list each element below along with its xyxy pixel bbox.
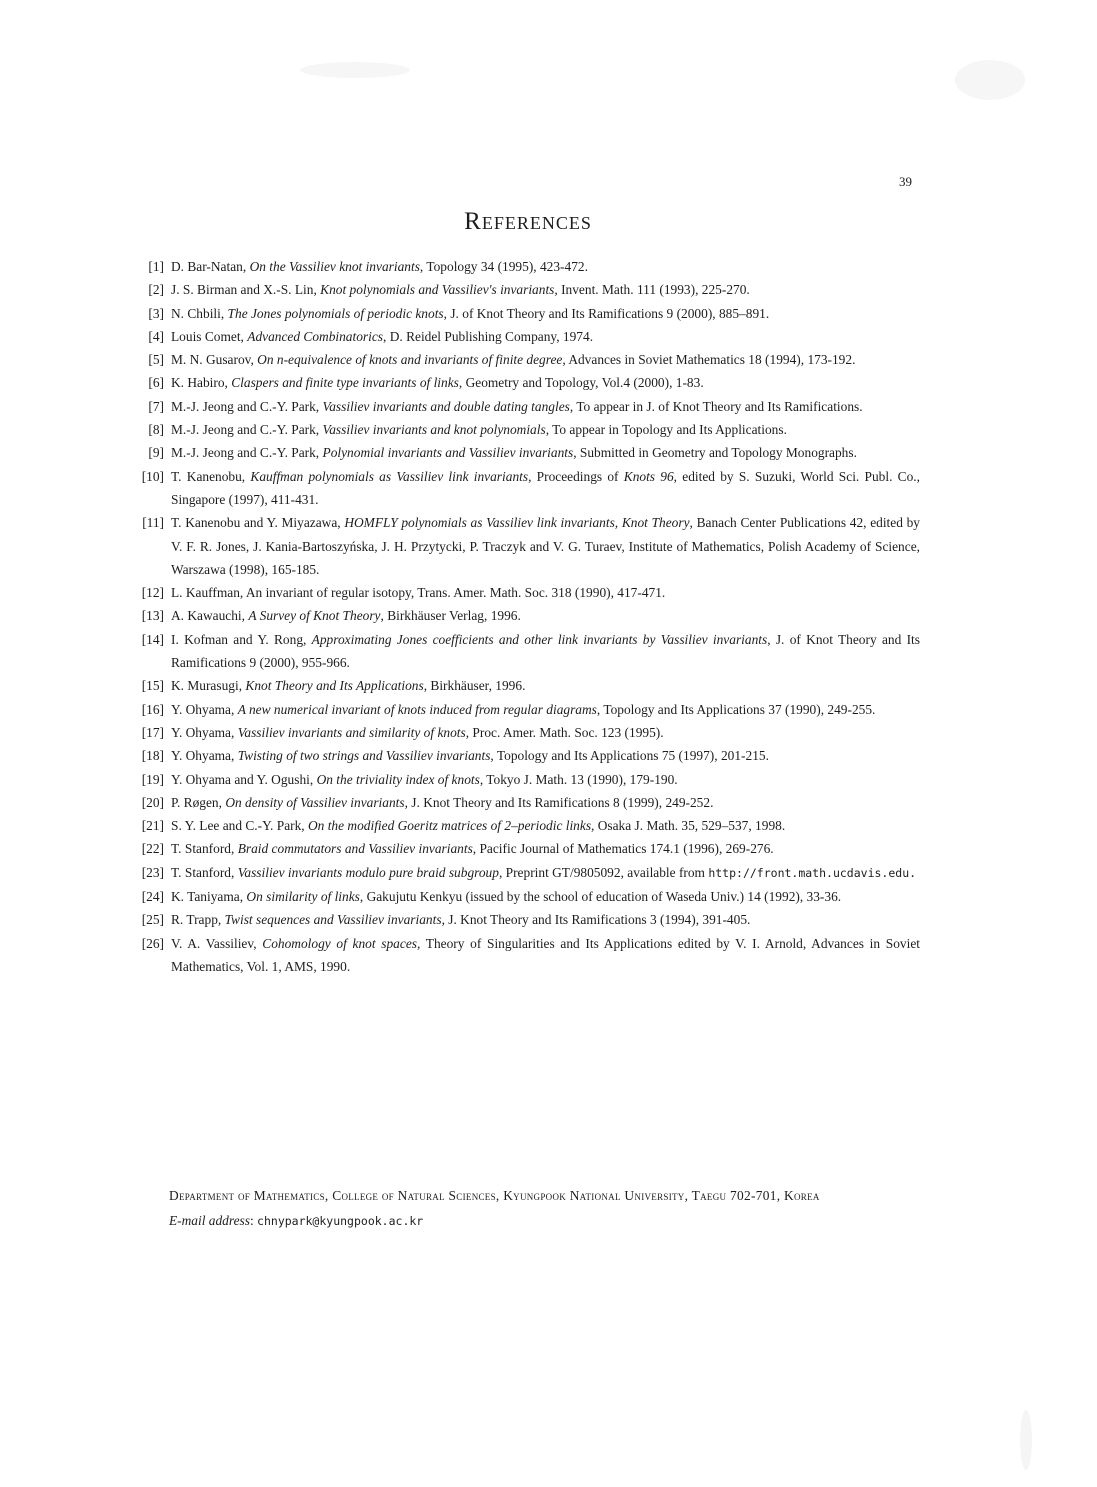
- reference-number: [19]: [141, 771, 164, 787]
- email-address[interactable]: chnypark@kyungpook.ac.kr: [257, 1213, 424, 1228]
- reference-text: [171, 698, 920, 721]
- reference-title: On n-equivalence of knots and invariants of finite degree: [257, 352, 563, 368]
- reference-title: Vassiliev invariants and similarity of knots: [237, 724, 466, 740]
- reference-text: [171, 744, 920, 767]
- reference-text: [171, 278, 920, 301]
- reference-item: [138, 908, 920, 931]
- reference-detail: , D. Reidel Publishing Company, 1974.: [383, 328, 594, 344]
- reference-item: [138, 674, 920, 697]
- reference-detail: , J. Knot Theory and Its Ramifications 8 (1999), 249-252.: [404, 794, 714, 810]
- reference-detail: , Geometry and Topology, Vol.4 (2000), 1-83.: [458, 375, 704, 391]
- reference-detail: M.-J. Jeong and C.-Y. Park,: [171, 445, 323, 461]
- reference-item: [138, 441, 920, 464]
- reference-detail: T. Kanenobu and Y. Miyazawa,: [171, 515, 345, 531]
- reference-detail: , Proc. Amer. Math. Soc. 123 (1995).: [465, 724, 664, 740]
- reference-detail: , Proceedings of: [528, 468, 624, 484]
- reference-detail: K. Habiro,: [171, 375, 232, 391]
- reference-item: [138, 837, 920, 860]
- reference-detail: , Birkhäuser, 1996.: [423, 678, 526, 694]
- reference-number: [24]: [141, 889, 164, 905]
- reference-number: [16]: [141, 701, 164, 717]
- reference-title: On the modified Goeritz matrices of 2–periodic links: [308, 818, 592, 834]
- reference-text: [171, 348, 920, 371]
- reference-text: [171, 837, 920, 860]
- reference-text: [171, 255, 920, 278]
- reference-detail: , Banach Center Publications 42, edited by V. F. R. Jones, J. Kania-Bartoszyńska, J. H. Przytycki, P. Traczyk and V. G. Turaev, Institute of Mathematics, Polish Academy of Science, Warszawa (1998), 165-185.: [171, 515, 921, 577]
- reference-title: Advanced Combinatorics: [247, 328, 384, 344]
- reference-text: [171, 395, 920, 418]
- reference-number: [12]: [141, 585, 164, 601]
- reference-detail: M.-J. Jeong and C.-Y. Park,: [171, 422, 323, 438]
- scan-noise: [300, 62, 410, 78]
- author-affiliation: [145, 1184, 922, 1233]
- reference-item: [138, 465, 920, 512]
- reference-title: Knots 96: [623, 468, 674, 484]
- reference-detail: , Osaka J. Math. 35, 529–537, 1998.: [591, 818, 786, 834]
- reference-detail: P. Røgen,: [171, 794, 226, 810]
- reference-item: [138, 255, 920, 278]
- reference-text: [171, 441, 920, 464]
- reference-title: Twist sequences and Vassiliev invariants: [224, 912, 442, 928]
- reference-text: [171, 628, 920, 675]
- reference-number: [10]: [141, 468, 164, 484]
- reference-title: Vassiliev invariants and double dating tangles: [322, 398, 570, 414]
- reference-detail: Y. Ohyama,: [171, 701, 238, 717]
- reference-number: [1]: [148, 259, 164, 274]
- reference-title: Cohomology of knot spaces: [262, 935, 417, 951]
- reference-item: [138, 418, 920, 441]
- reference-title: Claspers and finite type invariants of links: [231, 375, 459, 391]
- reference-item: [138, 581, 920, 604]
- reference-detail: , Topology 34 (1995), 423-472.: [419, 259, 588, 274]
- scan-noise: [1020, 1410, 1032, 1470]
- reference-detail: K. Murasugi,: [171, 678, 246, 694]
- reference-detail: Y. Ohyama,: [171, 748, 238, 764]
- reference-detail: T. Stanford,: [171, 841, 238, 857]
- reference-detail: , To appear in J. of Knot Theory and Its Ramifications.: [569, 398, 863, 414]
- reference-detail: A. Kawauchi,: [171, 608, 249, 624]
- reference-text: [171, 768, 920, 791]
- email-label: E-mail address: [169, 1212, 250, 1228]
- reference-title: Vassiliev invariants and knot polynomials: [322, 422, 546, 438]
- reference-text: [171, 581, 920, 604]
- reference-title: A new numerical invariant of knots induced from regular diagrams: [237, 701, 597, 717]
- reference-detail: , Invent. Math. 111 (1993), 225-270.: [554, 282, 750, 298]
- reference-item: [138, 348, 920, 371]
- reference-detail: , J. of Knot Theory and Its Ramifications 9 (2000), 885–891.: [443, 305, 770, 321]
- reference-detail: J. S. Birman and X.-S. Lin,: [171, 282, 321, 298]
- reference-number: [11]: [142, 515, 164, 531]
- reference-number: [3]: [148, 305, 164, 321]
- reference-number: [7]: [148, 398, 164, 414]
- reference-detail: M. N. Gusarov,: [171, 352, 258, 368]
- reference-detail: , Topology and Its Applications 37 (1990), 249-255.: [596, 701, 876, 717]
- reference-item: [138, 371, 920, 394]
- reference-number: [13]: [141, 608, 164, 624]
- reference-detail: M.-J. Jeong and C.-Y. Park,: [171, 398, 323, 414]
- reference-title: Knot Theory and Its Applications: [245, 678, 424, 694]
- reference-text: [171, 465, 920, 512]
- email-line: [145, 1209, 922, 1234]
- reference-number: [2]: [148, 282, 164, 298]
- reference-text: [171, 302, 920, 325]
- reference-number: [22]: [141, 841, 164, 857]
- reference-item: [138, 932, 920, 979]
- reference-detail: , Preprint GT/9805092, available from: [498, 864, 709, 880]
- reference-item: [138, 861, 920, 885]
- reference-item: [138, 814, 920, 837]
- reference-detail: , Birkhäuser Verlag, 1996.: [380, 608, 521, 624]
- reference-detail: , Advances in Soviet Mathematics 18 (1994), 173-192.: [562, 352, 856, 368]
- reference-item: [138, 721, 920, 744]
- reference-text: [171, 674, 920, 697]
- reference-text: [171, 908, 920, 931]
- reference-item: [138, 302, 920, 325]
- reference-number: [15]: [141, 678, 164, 694]
- reference-title: On the triviality index of knots: [316, 771, 480, 787]
- reference-detail: T. Kanenobu,: [171, 468, 251, 484]
- reference-text: [171, 721, 920, 744]
- reference-item: [138, 768, 920, 791]
- reference-text: [171, 604, 920, 627]
- reference-number: [17]: [141, 724, 164, 740]
- reference-title: Braid commutators and Vassiliev invariants: [237, 841, 473, 857]
- reference-detail: Y. Ohyama and Y. Ogushi,: [171, 771, 317, 787]
- reference-text: [171, 511, 920, 581]
- reference-number: [14]: [141, 631, 164, 647]
- reference-detail: , Tokyo J. Math. 13 (1990), 179-190.: [479, 771, 678, 787]
- reference-detail: , Topology and Its Applications 75 (1997), 201-215.: [490, 748, 769, 764]
- reference-detail: I. Kofman and Y. Rong,: [171, 631, 312, 647]
- reference-detail: Louis Comet,: [171, 328, 248, 344]
- reference-number: [5]: [148, 352, 164, 368]
- reference-text: [171, 791, 920, 814]
- reference-number: [6]: [148, 375, 164, 391]
- reference-item: [138, 395, 920, 418]
- reference-detail: , Pacific Journal of Mathematics 174.1 (1996), 269-276.: [472, 841, 774, 857]
- reference-title: Approximating Jones coefficients and other link invariants by Vassiliev invariants: [311, 631, 768, 647]
- reference-item: [138, 744, 920, 767]
- reference-detail: , edited by S. Suzuki, World Sci. Publ. Co., Singapore (1997), 411-431.: [171, 468, 920, 507]
- affiliation-text: Department of Mathematics, College of Natural Sciences, Kyungpook National University, Taegu 702-701, Korea: [169, 1188, 820, 1203]
- reference-item: [138, 604, 920, 627]
- reference-title: Kauffman polynomials as Vassiliev link invariants: [250, 468, 529, 484]
- reference-text: [171, 861, 920, 885]
- reference-title: Twisting of two strings and Vassiliev invariants: [237, 748, 491, 764]
- reference-title: A Survey of Knot Theory: [248, 608, 381, 624]
- reference-number: [20]: [141, 794, 164, 810]
- reference-item: [138, 885, 920, 908]
- reference-item: [138, 628, 920, 675]
- email-separator: :: [249, 1212, 258, 1228]
- reference-text: [171, 325, 920, 348]
- reference-number: [18]: [141, 748, 164, 764]
- reference-detail: S. Y. Lee and C.-Y. Park,: [171, 818, 308, 834]
- reference-text: [171, 932, 920, 979]
- reference-detail: L. Kauffman, An invariant of regular isotopy, Trans. Amer. Math. Soc. 318 (1990), 417-471.: [171, 585, 666, 601]
- reference-detail: , To appear in Topology and Its Applications.: [545, 422, 787, 438]
- reference-detail: Y. Ohyama,: [171, 724, 238, 740]
- reference-title: On the Vassiliev knot invariants: [249, 259, 420, 274]
- reference-title: HOMFLY polynomials as Vassiliev link invariants, Knot Theory: [344, 515, 690, 531]
- reference-title: Polynomial invariants and Vassiliev invariants: [322, 445, 574, 461]
- reference-detail: K. Taniyama,: [171, 889, 247, 905]
- reference-item: [138, 325, 920, 348]
- reference-item: [138, 791, 920, 814]
- reference-title: On density of Vassiliev invariants: [225, 794, 405, 810]
- reference-title: On similarity of links: [246, 889, 360, 905]
- reference-detail: D. Bar-Natan,: [171, 259, 250, 274]
- reference-text: [171, 371, 920, 394]
- reference-url[interactable]: http://front.math.ucdavis.edu.: [708, 865, 917, 880]
- reference-detail: , J. of Knot Theory and Its Ramifications 9 (2000), 955-966.: [171, 631, 920, 671]
- scan-noise: [955, 60, 1025, 100]
- reference-title: The Jones polynomials of periodic knots: [227, 305, 444, 321]
- references-heading: References: [464, 208, 592, 235]
- page-number: 39: [899, 174, 912, 189]
- reference-number: [25]: [141, 912, 164, 928]
- reference-number: [8]: [148, 422, 164, 438]
- reference-detail: , Gakujutu Kenkyu (issued by the school of education of Waseda Univ.) 14 (1992), 33-36.: [359, 889, 842, 905]
- reference-number: [26]: [141, 935, 164, 951]
- reference-detail: T. Stanford,: [171, 864, 238, 880]
- reference-title: Knot polynomials and Vassiliev's invariants: [320, 282, 555, 298]
- reference-number: [9]: [148, 445, 164, 461]
- reference-text: [171, 885, 920, 908]
- reference-detail: , Theory of Singularities and Its Applications edited by V. I. Arnold, Advances in Soviet Mathematics, Vol. 1, AMS, 1990.: [171, 935, 921, 974]
- reference-item: [138, 278, 920, 301]
- reference-list: [138, 255, 920, 978]
- reference-detail: , Submitted in Geometry and Topology Monographs.: [573, 445, 857, 461]
- reference-number: [21]: [141, 818, 164, 834]
- reference-text: [171, 418, 920, 441]
- reference-item: [138, 698, 920, 721]
- reference-detail: V. A. Vassiliev,: [171, 935, 263, 951]
- reference-text: [171, 814, 920, 837]
- reference-detail: N. Chbili,: [171, 305, 228, 321]
- reference-detail: , J. Knot Theory and Its Ramifications 3 (1994), 391-405.: [441, 912, 751, 928]
- reference-item: [138, 511, 920, 581]
- reference-number: [23]: [141, 864, 164, 880]
- reference-number: [4]: [148, 328, 164, 344]
- reference-detail: R. Trapp,: [171, 912, 225, 928]
- reference-title: Vassiliev invariants modulo pure braid subgroup: [237, 864, 499, 880]
